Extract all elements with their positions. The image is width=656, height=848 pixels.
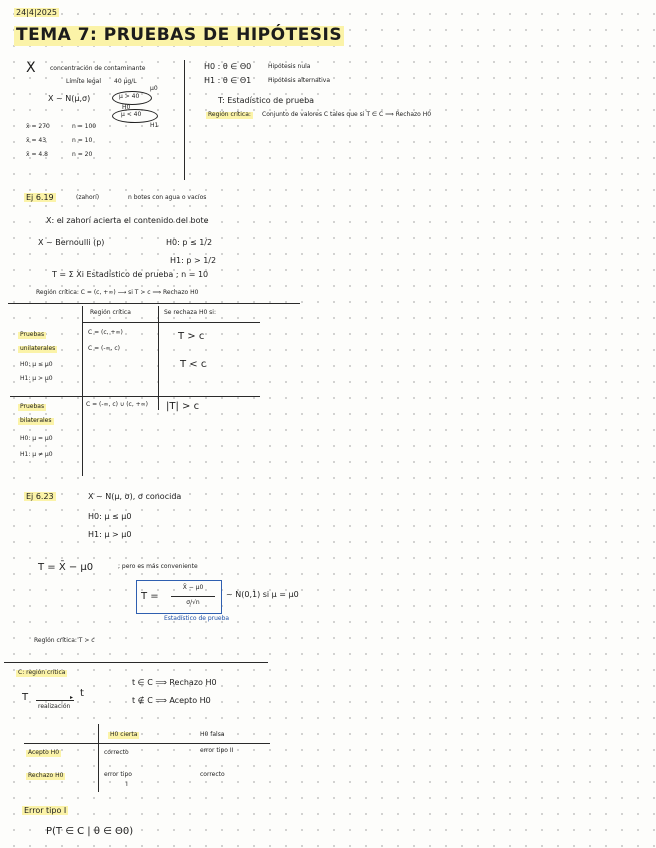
row-h0: H0: μ = μ0 xyxy=(20,435,53,442)
example-label: Ej 6.23 xyxy=(26,492,54,501)
h1-oval-text: μ < 40 xyxy=(121,111,142,118)
table-top-rule xyxy=(8,303,300,304)
row-acepto: Acepto H0 xyxy=(28,749,60,756)
error-tipo-i-label: Error tipo I xyxy=(24,806,67,815)
h1-line: H1: μ > μ0 xyxy=(88,530,132,539)
region-cell: C = (c, +∞) xyxy=(88,329,123,336)
h0-line: H0: μ ≤ μ0 xyxy=(88,512,132,521)
row-rechazo: Rechazo H0 xyxy=(28,772,64,779)
h1-note: Hipótesis alternativa xyxy=(268,77,331,84)
h0-tag: H0 xyxy=(122,104,131,111)
vertical-divider xyxy=(184,60,185,180)
col-header-region: Región crítica xyxy=(90,309,131,316)
reject-cell: T > c xyxy=(178,331,205,342)
error-probability: P(T ∈ C | θ ∈ Θ0) xyxy=(46,826,134,837)
rule-accept: t ∉ C ⟹ Acepto H0 xyxy=(132,696,211,705)
rule-reject: t ∈ C ⟹ Rechazo H0 xyxy=(132,678,217,687)
h1-definition: H1 : θ ∈ Θ1 xyxy=(204,76,252,85)
c-definition: C: región crítica xyxy=(18,669,66,676)
cell-error-ii: error tipo II xyxy=(200,747,234,754)
reject-cell: T < c xyxy=(180,359,207,370)
example-label: Ej 6.19 xyxy=(26,193,54,202)
stat-n: n = 20 xyxy=(72,151,93,158)
decision-table-hline xyxy=(24,743,270,744)
h1-oval xyxy=(112,109,158,123)
h1-tag: H1 xyxy=(150,122,159,129)
decision-table-vline xyxy=(98,724,99,792)
h0-oval xyxy=(112,91,152,105)
cell-correcto: correcto xyxy=(200,771,225,778)
region-text: Conjunto de valores C tales que si T ∈ C ⟹ Rechazo H0 xyxy=(262,111,432,118)
table-rule xyxy=(10,396,260,397)
stat-n: n = 100 xyxy=(72,123,97,130)
reject-cell: |T| > c xyxy=(166,401,200,412)
t-statistic-line: T = Σ Xi Estadístico de prueba ; n = 10 xyxy=(52,270,209,279)
x-symbol: X xyxy=(26,60,36,76)
example-text: n botes con agua o vacíos xyxy=(128,194,207,201)
stat-n: n = 10 xyxy=(72,137,93,144)
distribution-note: ~ N(0,1) si μ = μ0 xyxy=(226,590,299,599)
limite-value: 40 μg/L xyxy=(114,78,137,85)
t-definition: T: Estadístico de prueba xyxy=(218,96,315,105)
row-title: bilaterales xyxy=(20,417,52,424)
arrow-line xyxy=(36,700,74,701)
stat-mean: x̄ = 4.8 xyxy=(26,151,48,158)
h0-line: H0: p ≤ 1/2 xyxy=(166,238,213,247)
cell-error-i-numeral: I xyxy=(126,781,128,788)
h0-definition: H0 : θ ∈ Θ0 xyxy=(204,62,252,71)
region-cell: C = (-∞, c) ∪ (c, +∞) xyxy=(86,401,149,408)
x-description: concentración de contaminante xyxy=(50,65,146,72)
stat-mean: x̄ = 270 xyxy=(26,123,50,130)
row-h0: H0: μ ≤ μ0 xyxy=(20,361,53,368)
stat-mean: x̄ = 43 xyxy=(26,137,47,144)
region-critica-line: Región crítica: T > c xyxy=(34,637,95,644)
x-distribution: X ~ N(μ,σ) xyxy=(48,94,91,103)
h1-line: H1: p > 1/2 xyxy=(170,256,217,265)
table-vline xyxy=(82,306,83,476)
limite-label: Límite legal xyxy=(66,78,101,85)
cell-correcto: correcto xyxy=(104,749,129,756)
row-h1: H1: μ > μ0 xyxy=(20,375,53,382)
h0-note: Hipótesis nula xyxy=(268,63,311,70)
t-simple: T = X̄ − μ0 xyxy=(38,562,94,573)
region-critica-line: Región crítica: C = (c, +∞) ⟶ si T > c ⟹ Rechazo H0 xyxy=(36,289,199,296)
normal-dist: X ~ N(μ, σ), σ conocida xyxy=(88,492,182,501)
example-paren: (zahorí) xyxy=(76,194,100,201)
row-title: Pruebas xyxy=(20,331,45,338)
row-title: Pruebas xyxy=(20,403,45,410)
mu0-label: μ0 xyxy=(150,85,158,92)
date: 24|4|2025 xyxy=(16,8,58,17)
region-label: Región crítica: xyxy=(208,111,251,118)
section-divider xyxy=(4,662,268,663)
cell-error-i: error tipo xyxy=(104,771,132,778)
x-definition: X: el zahorí acierta el contenido del bote xyxy=(46,216,209,225)
table-rule xyxy=(82,322,260,323)
h0-oval-text: μ > 40 xyxy=(119,93,140,100)
t-equals: T = xyxy=(141,591,159,602)
pero-text: ; pero es más conveniente xyxy=(118,563,198,570)
fraction-numerator: X̄ − μ0 xyxy=(182,584,204,591)
fraction-bar xyxy=(171,596,215,597)
t-variable: T xyxy=(22,692,29,703)
row-h1: H1: μ ≠ μ0 xyxy=(20,451,53,458)
page-title: TEMA 7: PRUEBAS DE HIPÓTESIS xyxy=(16,25,343,45)
standardized-statistic-box xyxy=(136,580,222,614)
realizacion-label: realización xyxy=(38,703,71,710)
col-header-rechaza: Se rechaza H0 si: xyxy=(164,309,216,316)
fraction-denominator: σ/√n xyxy=(186,599,200,606)
estadistico-note: Estadístico de prueba xyxy=(164,615,230,622)
t-realization: t xyxy=(80,688,84,699)
bernoulli-dist: X ~ Bernoulli (p) xyxy=(38,238,105,247)
row-title: unilaterales xyxy=(20,345,56,352)
region-cell: C = (-∞, c) xyxy=(88,345,120,352)
col-header-h0-falsa: H0 falsa xyxy=(200,731,225,738)
col-header-h0-cierta: H0 cierta xyxy=(110,731,138,738)
arrow-head: ▸ xyxy=(70,694,74,701)
